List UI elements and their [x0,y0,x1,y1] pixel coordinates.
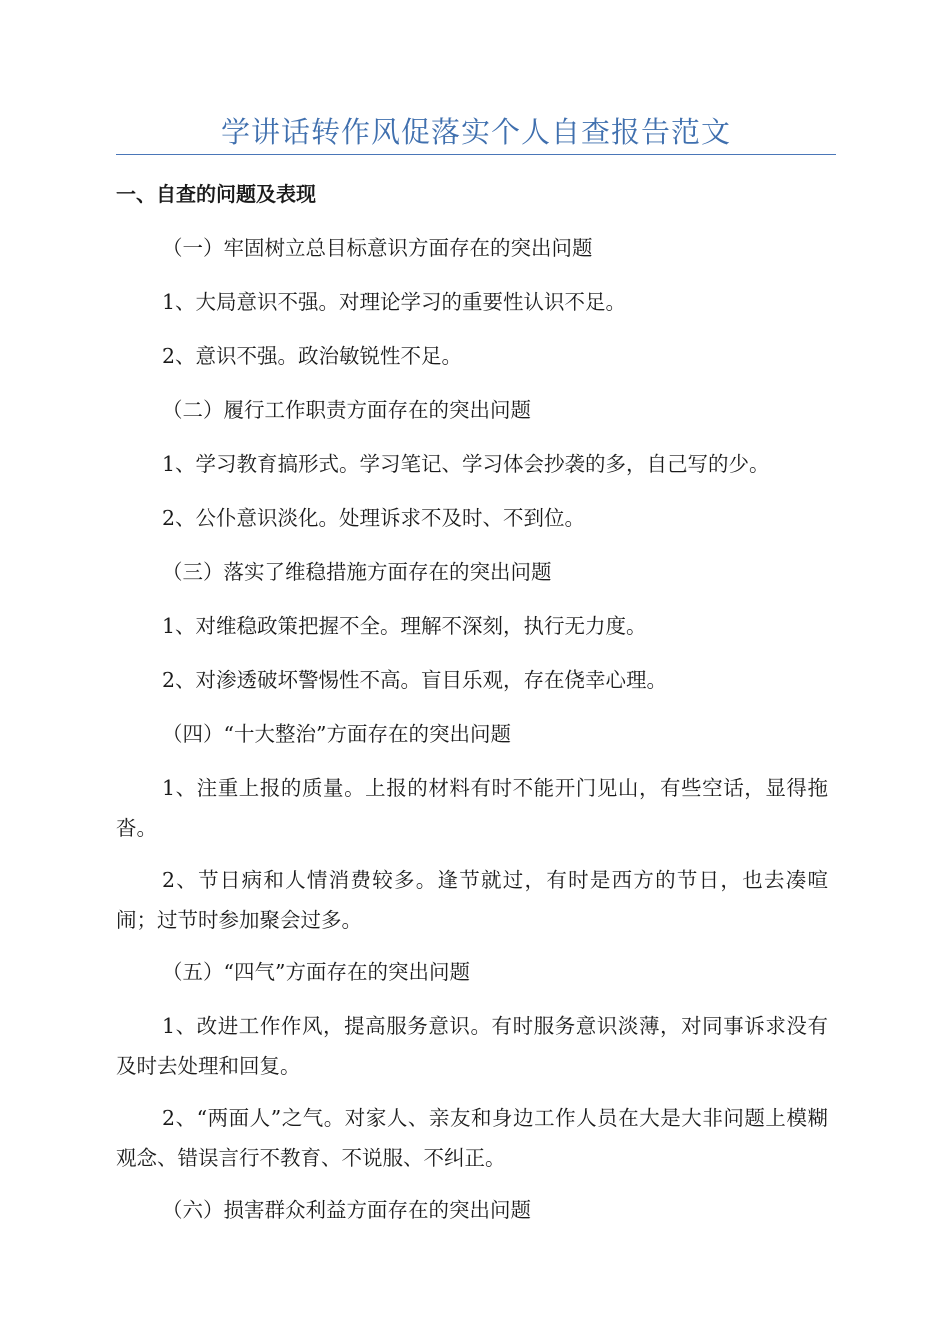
subsection-heading-2: （二）履行工作职责方面存在的突出问题 [162,398,531,422]
subsection-heading-1: （一）牢固树立总目标意识方面存在的突出问题 [162,236,593,260]
paragraph-4-1: 1、注重上报的质量。上报的材料有时不能开门见山，有些空话，显得拖沓。 [116,776,828,840]
paragraph-3-1: 1、对维稳政策把握不全。理解不深刻，执行无力度。 [162,614,647,638]
paragraph-5-2: 2、“两面人”之气。对家人、亲友和身边工作人员在大是大非问题上模糊观念、错误言行不教育、不说服、不纠正。 [116,1106,828,1170]
subsection-heading-4: （四）“十大整治”方面存在的突出问题 [162,722,511,746]
paragraph-5-1: 1、改进工作作风，提高服务意识。有时服务意识淡薄，对同事诉求没有及时去处理和回复。 [116,1014,828,1078]
title-underline [116,154,836,155]
subsection-heading-5: （五）“四气”方面存在的突出问题 [162,960,470,984]
paragraph-1-1: 1、大局意识不强。对理论学习的重要性认识不足。 [162,290,627,314]
document-title: 学讲话转作风促落实个人自查报告范文 [220,115,731,149]
paragraph-3-2: 2、对渗透破坏警惕性不高。盲目乐观，存在侥幸心理。 [162,668,668,692]
section-heading: 一、自查的问题及表现 [116,182,316,206]
paragraph-2-1: 1、学习教育搞形式。学习笔记、学习体会抄袭的多，自己写的少。 [162,452,770,476]
subsection-heading-3: （三）落实了维稳措施方面存在的突出问题 [162,560,552,584]
subsection-heading-6: （六）损害群众利益方面存在的突出问题 [162,1198,531,1222]
paragraph-4-2: 2、节日病和人情消费较多。逢节就过，有时是西方的节日，也去凑喧闹；过节时参加聚会过多。 [116,868,828,932]
paragraph-2-2: 2、公仆意识淡化。处理诉求不及时、不到位。 [162,506,586,530]
paragraph-1-2: 2、意识不强。政治敏锐性不足。 [162,344,463,368]
